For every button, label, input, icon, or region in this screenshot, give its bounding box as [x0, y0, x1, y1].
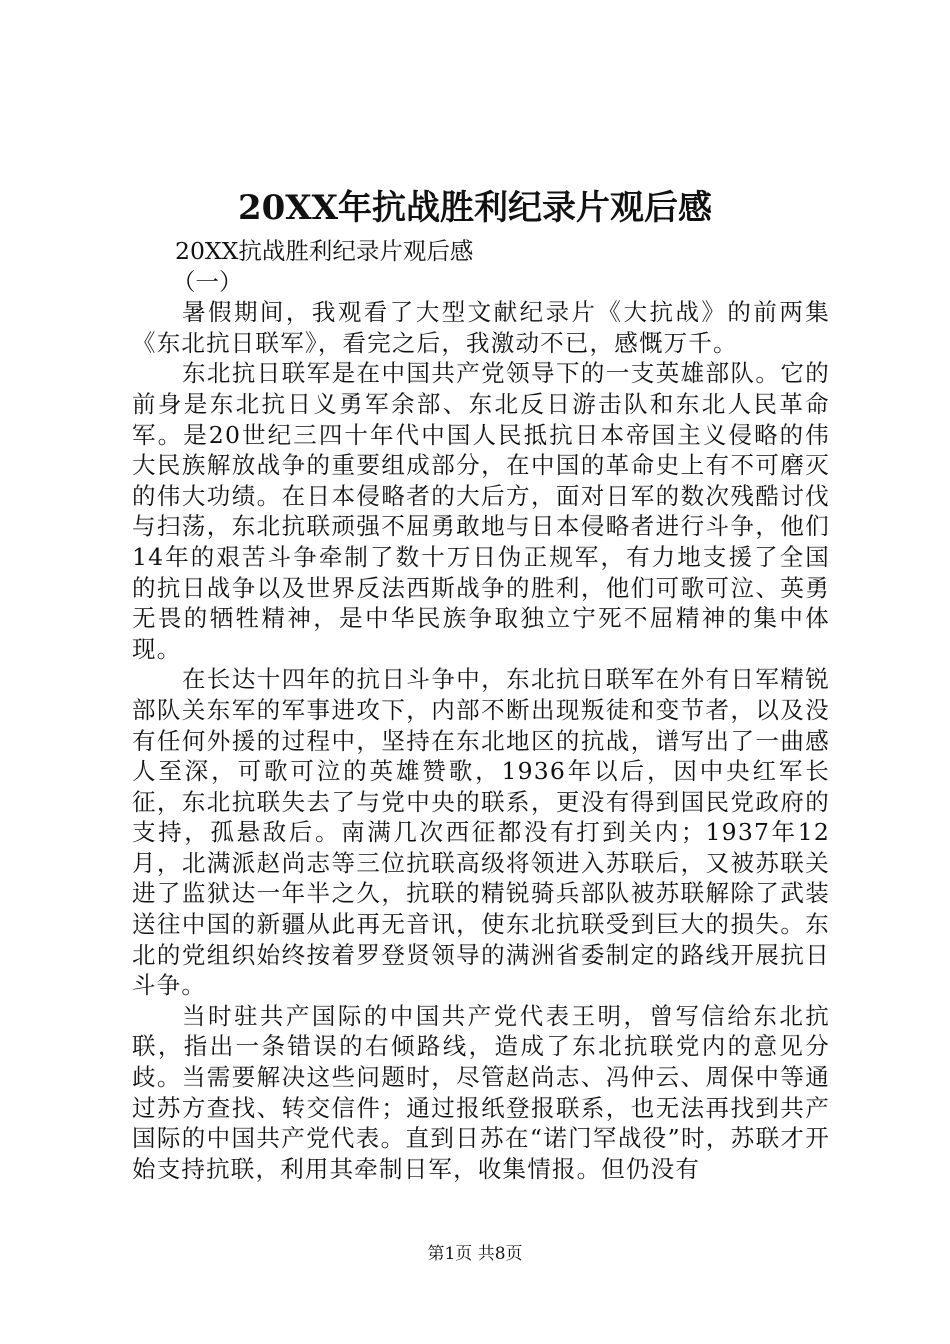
- page-number-footer: 第1页 共8页: [427, 1244, 523, 1264]
- section-number: （一）: [172, 267, 243, 296]
- paragraph: 在长达十四年的抗日斗争中，东北抗日联军在外有日军精锐部队关东军的军事进攻下，内部不断出现叛徒和变节者，以及没有任何外援的过程中，坚持在东北地区的抗战，谱写出了一曲感人至深，可歌可泣的英雄赞歌，1936年以后，因中央红军长征，东北抗联失去了与党中央的联系，更没有得到国民党政府的支持，孤悬敌后。南满几次西征都没有打到关内；1937年12月，北满派赵尚志等三位抗联高级将领进入苏联后，又被苏联关进了监狱达一年半之久，抗联的精锐骑兵部队被苏联解除了武装送往中国的新疆从此再无音讯，使东北抗联受到巨大的损失。东北的党组织始终按着罗登贤领导的满洲省委制定的路线开展抗日斗争。: [132, 665, 830, 1000]
- document-subtitle: 20XX抗战胜利纪录片观后感: [175, 237, 474, 265]
- paragraph: 暑假期间，我观看了大型文献纪录片《大抗战》的前两集《东北抗日联军》，看完之后，我激动不已，感慨万千。: [132, 298, 830, 357]
- document-title: 20XX年抗战胜利纪录片观后感: [237, 188, 713, 228]
- document-body: [132, 236, 830, 1184]
- paragraph: 东北抗日联军是在中国共产党领导下的一支英雄部队。它的前身是东北抗日义勇军余部、东北反日游击队和东北人民革命军。是20世纪三四十年代中国人民抵抗日本帝国主义侵略的伟大民族解放战争的重要组成部分，在中国的革命史上有不可磨灭的伟大功绩。在日本侵略者的大后方，面对日军的数次残酷讨伐与扫荡，东北抗联顽强不屈勇敢地与日本侵略者进行斗争，他们14年的艰苦斗争牵制了数十万日伪正规军，有力地支援了全国的抗日战争以及世界反法西斯战争的胜利，他们可歌可泣、英勇无畏的牺牲精神，是中华民族争取独立宁死不屈精神的集中体现。: [132, 359, 830, 663]
- paragraph: 当时驻共产国际的中国共产党代表王明，曾写信给东北抗联，指出一条错误的右倾路线，造成了东北抗联党内的意见分歧。当需要解决这些问题时，尽管赵尚志、冯仲云、周保中等通过苏方查找、转交信件；通过报纸登报联系，也无法再找到共产国际的中国共产党代表。直到日苏在“诺门罕战役”时，苏联才开始支持抗联，利用其牵制日军，收集情报。但仍没有: [132, 1001, 830, 1183]
